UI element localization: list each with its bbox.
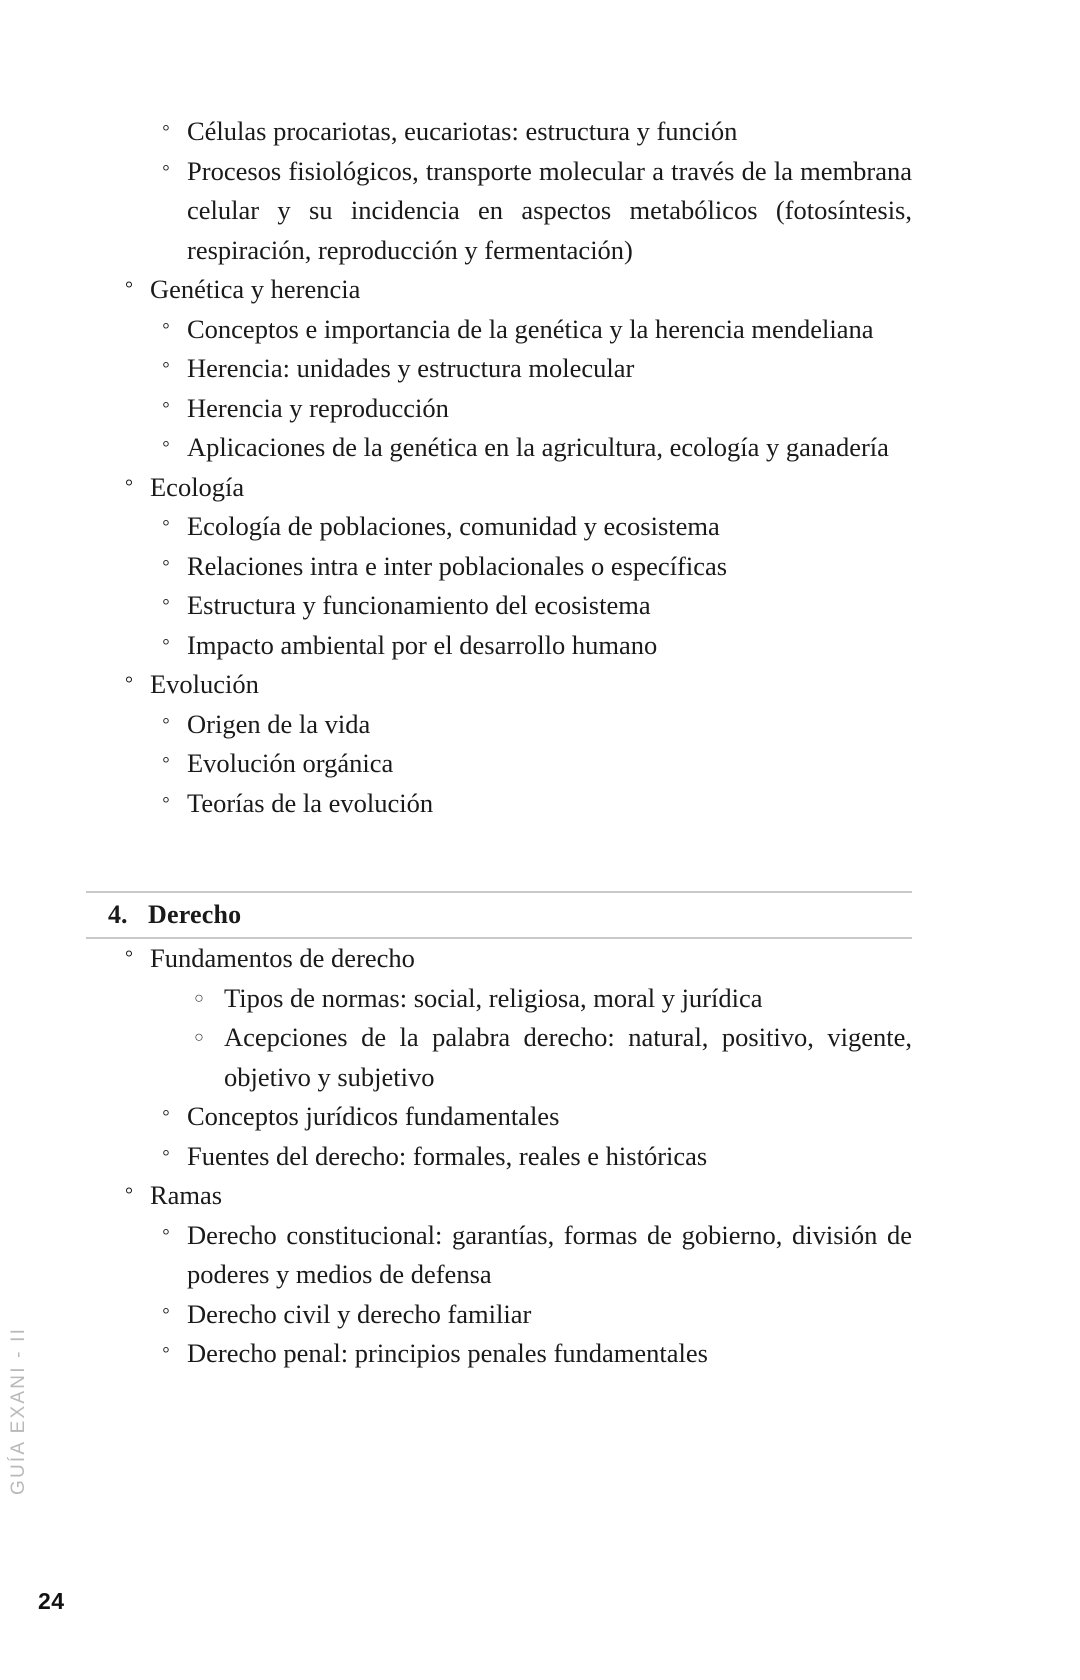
derecho-outline-item: [162, 1295, 912, 1335]
derecho-outline-list: [86, 939, 912, 1374]
derecho-outline-item-label: Derecho civil y derecho familiar: [187, 1298, 532, 1329]
bullet-circle-icon: °: [125, 673, 133, 695]
biology-outline-item-label: Evolución: [150, 669, 259, 699]
biology-outline-item-label: Herencia: unidades y estructura molecular: [187, 353, 635, 383]
derecho-outline-item-label: Ramas: [150, 1180, 223, 1210]
derecho-outline-item: [125, 1176, 912, 1216]
biology-outline-item-label: Conceptos e importancia de la genética y la herencia mendeliana: [187, 313, 874, 344]
derecho-outline-item-label: Tipos de normas: social, religiosa, moral y jurídica: [224, 982, 763, 1013]
bullet-circle-icon: °: [125, 475, 133, 498]
bullet-circle-icon: °: [162, 437, 170, 457]
biology-outline-item: [162, 705, 912, 745]
derecho-outline-item-label: Conceptos jurídicos fundamentales: [187, 1101, 560, 1131]
derecho-outline-item: [162, 1216, 912, 1295]
biology-outline-item-label: Evolución orgánica: [187, 748, 394, 778]
biology-outline-item: [162, 507, 912, 547]
bullet-circle-icon: °: [162, 792, 170, 813]
derecho-outline-item: [194, 979, 912, 1019]
derecho-outline-item: [125, 939, 912, 979]
bullet-circle-icon: °: [162, 358, 170, 378]
biology-outline-item-label: Ecología: [150, 471, 245, 502]
biology-outline-item: [125, 468, 912, 508]
biology-outline-item-label: Genética y herencia: [150, 274, 361, 304]
derecho-outline-item: [194, 1018, 912, 1097]
biology-outline-item-label: Procesos fisiológicos, transporte molecular a través de la membrana celular y su incidencia en aspectos metabólicos (fotosíntesis, respiración, reproducción y fermentación): [187, 155, 912, 265]
biology-outline-item: [162, 428, 912, 468]
bullet-circle-icon: °: [162, 634, 170, 655]
bullet-circle-icon: °: [162, 516, 170, 536]
derecho-outline-item: [162, 1097, 912, 1137]
biology-outline-item: [162, 310, 912, 350]
bullet-circle-icon: °: [162, 753, 170, 773]
bullet-circle-icon: °: [162, 318, 170, 339]
biology-outline-item-label: Teorías de la evolución: [187, 787, 434, 818]
bullet-circle-icon: °: [162, 1106, 170, 1126]
bullet-circle-icon: ○: [194, 1029, 204, 1046]
derecho-outline-item-label: Acepciones de la palabra derecho: natural, positivo, vigente, objetivo y subjetivo: [224, 1022, 912, 1092]
bullet-circle-icon: °: [125, 1184, 133, 1206]
section-spacer: [86, 823, 912, 849]
biology-outline-item-label: Origen de la vida: [187, 708, 371, 739]
biology-outline-item: [162, 744, 912, 784]
bullet-circle-icon: °: [162, 595, 170, 615]
bullet-circle-icon: °: [125, 278, 133, 300]
biology-outline-item-label: Relaciones intra e inter poblacionales o específicas: [187, 550, 728, 581]
biology-outline-item-label: Células procariotas, eucariotas: estructura y función: [187, 116, 738, 146]
bullet-circle-icon: °: [162, 160, 170, 181]
derecho-outline-item-label: Derecho constitucional: garantías, formas de gobierno, división de poderes y medios de defensa: [187, 1219, 912, 1289]
biology-outline-item: [162, 389, 912, 429]
biology-outline-item: [162, 152, 912, 271]
page-content: [86, 112, 912, 1374]
bullet-circle-icon: °: [162, 713, 170, 734]
biology-outline-item: [162, 784, 912, 824]
biology-outline-item-label: Herencia y reproducción: [187, 392, 449, 423]
biology-outline-item: [125, 665, 912, 705]
bullet-circle-icon: ○: [194, 989, 204, 1007]
derecho-outline-item: [162, 1334, 912, 1374]
section-title: Derecho: [148, 900, 242, 929]
bullet-circle-icon: °: [162, 1343, 170, 1363]
vertical-running-head: GUÍA EXANI - II: [8, 1326, 29, 1495]
derecho-outline-item-label: Fuentes del derecho: formales, reales e históricas: [187, 1140, 708, 1171]
biology-outline-list: [86, 112, 912, 823]
bullet-circle-icon: °: [162, 1303, 170, 1324]
derecho-outline-item-label: Derecho penal: principios penales fundamentales: [187, 1338, 708, 1368]
section-heading-derecho: [86, 891, 912, 939]
bullet-circle-icon: °: [162, 121, 170, 141]
bullet-circle-icon: °: [162, 1224, 170, 1245]
bullet-circle-icon: °: [125, 947, 133, 969]
biology-outline-item: [162, 349, 912, 389]
biology-outline-item: [162, 626, 912, 666]
page-number: 24: [38, 1588, 65, 1614]
biology-outline-item-label: Aplicaciones de la genética en la agricultura, ecología y ganadería: [187, 432, 889, 462]
bullet-circle-icon: °: [162, 1145, 170, 1166]
biology-outline-item: [162, 586, 912, 626]
derecho-outline-item-label: Fundamentos de derecho: [150, 943, 415, 973]
bullet-circle-icon: °: [162, 397, 170, 418]
biology-outline-item-label: Ecología de poblaciones, comunidad y ecosistema: [187, 511, 720, 541]
biology-outline-item-label: Estructura y funcionamiento del ecosistema: [187, 590, 651, 620]
section-heading-row: [86, 900, 912, 930]
biology-outline-item: [162, 112, 912, 152]
bullet-circle-icon: °: [162, 555, 170, 576]
biology-outline-item-label: Impacto ambiental por el desarrollo humano: [187, 629, 658, 660]
biology-outline-item: [125, 270, 912, 310]
section-number: 4.: [108, 900, 128, 929]
biology-outline-item: [162, 547, 912, 587]
derecho-outline-item: [162, 1137, 912, 1177]
